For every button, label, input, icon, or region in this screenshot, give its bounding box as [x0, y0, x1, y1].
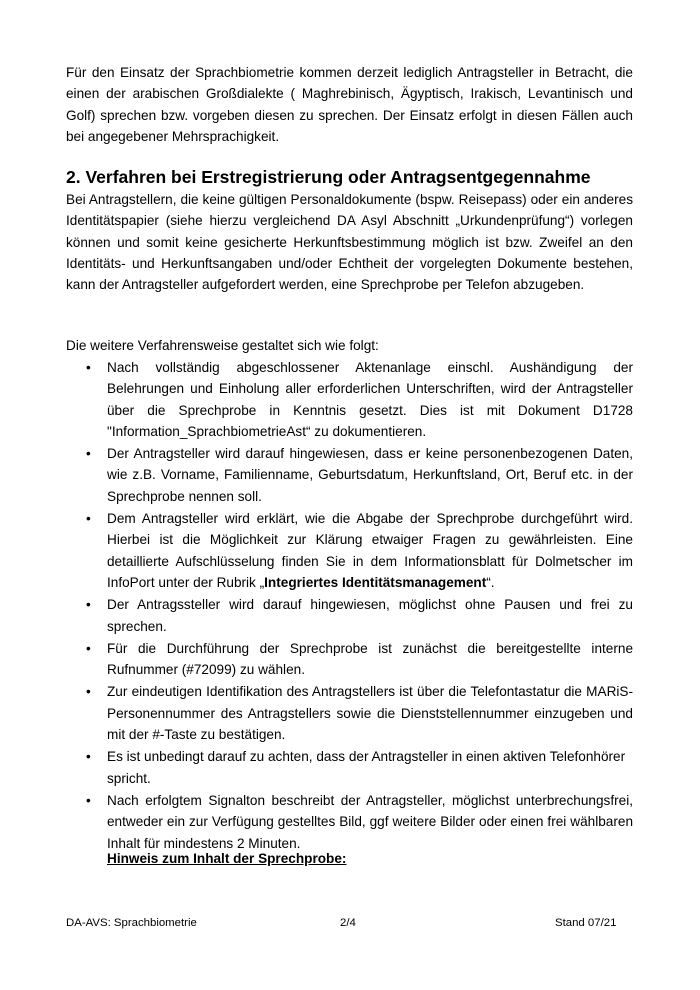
list-item-text: Nach erfolgtem Signalton beschreibt der Antragsteller, möglichst unterbrechungsfrei, entweder ein zur Verfügung gestelltes Bild, ggf weitere Bilder oder einen frei wählbaren Inhalt für mindestens 2 Minuten.	[107, 792, 633, 851]
list-item	[66, 443, 633, 507]
bullet-icon: •	[86, 792, 91, 808]
list-item	[66, 790, 633, 854]
procedure-intro: Die weitere Verfahrensweise gestaltet sich wie folgt:	[66, 338, 379, 353]
bullet-icon: •	[86, 446, 91, 462]
list-item-text: Dem Antragsteller wird erklärt, wie die Abgabe der Sprechprobe durchgeführt wird. Hierbei ist die Möglichkeit zur Klärung etwaiger Fragen zu gewährleisten. Eine detaillierte Aufschlüsselung finden Sie in dem Informationsblatt für Dolmetscher im InfoPort unter der Rubrik „	[107, 511, 633, 590]
list-item-text: Der Antragsteller wird darauf hingewiesen, dass er keine personenbezogenen Daten, wie z.B. Vorname, Familienname, Geburtsdatum, Herkunftsland, Ort, Beruf etc. in der Sprechprobe nennen soll.	[107, 446, 633, 504]
footer-page-number: 2/4	[340, 917, 356, 929]
list-item	[66, 746, 633, 789]
list-item	[66, 681, 633, 745]
footer-version: Stand 07/21	[555, 917, 617, 929]
bullet-icon: •	[86, 684, 91, 700]
list-item-text: Es ist unbedingt darauf zu achten, dass der Antragsteller in einen aktiven Telefonhörer spricht.	[107, 749, 626, 786]
list-item-text-end: “.	[486, 574, 495, 590]
procedure-list	[66, 357, 633, 855]
list-item-text: Der Antragssteller wird darauf hingewiesen, möglichst ohne Pausen und frei zu sprechen.	[107, 597, 633, 634]
bullet-icon: •	[86, 749, 91, 765]
section-heading: 2. Verfahren bei Erstregistrierung oder Antragsentgegennahme	[66, 167, 591, 187]
bullet-icon: •	[86, 640, 91, 656]
bullet-icon: •	[86, 511, 91, 527]
rubric-name: Integriertes Identitätsmanagement	[264, 574, 487, 590]
bullet-icon: •	[86, 360, 91, 375]
list-item	[66, 508, 633, 593]
section-body-paragraph: Bei Antragstellern, die keine gültigen Personaldokumente (bspw. Reisepass) oder ein anderes Identitätspapier (siehe hierzu vergleichend DA Asyl Abschnitt „Urkundenprüfung“) vorlegen können und somit keine gesicherte Herkunftsbestimmung möglich ist bzw. Zweifel an den Identitäts- und Herkunftsangaben und/oder Echtheit der vorgelegten Dokumente bestehen, kann der Antragsteller aufgefordert werden, eine Sprechprobe per Telefon abzugeben.	[66, 192, 633, 293]
list-item	[66, 638, 633, 681]
bullet-icon: •	[86, 597, 91, 613]
intro-paragraph: Für den Einsatz der Sprachbiometrie kommen derzeit lediglich Antragsteller in Betracht, die einen der arabischen Großdialekte ( Maghrebinisch, Ägyptisch, Irakisch, Levantinisch und Golf) sprechen bzw. vorgeben diesen zu sprechen. Der Einsatz erfolgt in diesen Fällen auch bei angegebener Mehrsprachigkeit.	[66, 65, 633, 144]
note-heading: Hinweis zum Inhalt der Sprechprobe:	[107, 851, 347, 866]
footer-document-name: DA-AVS: Sprachbiometrie	[66, 917, 197, 929]
list-item	[66, 357, 633, 442]
list-item-text: Für die Durchführung der Sprechprobe ist zunächst die bereitgestellte interne Rufnummer (#72099) zu wählen.	[107, 640, 633, 678]
list-item-text: Nach vollständig abgeschlossener Aktenanlage einschl. Aushändigung der Belehrungen und Einholung aller erforderlichen Unterschriften, wird der Antragsteller über die Sprechprobe in Kenntnis gesetzt. Dies ist mit Dokument D1728 "Information_SprachbiometrieAst“ zu dokumentieren.	[107, 360, 633, 439]
list-item-text: Zur eindeutigen Identifikation des Antragstellers ist über die Telefontastatur die MARiS-Personennummer des Antragstellers sowie die Dienststellennummer einzugeben und mit der #-Taste zu bestätigen.	[107, 684, 633, 743]
list-item	[66, 594, 633, 637]
